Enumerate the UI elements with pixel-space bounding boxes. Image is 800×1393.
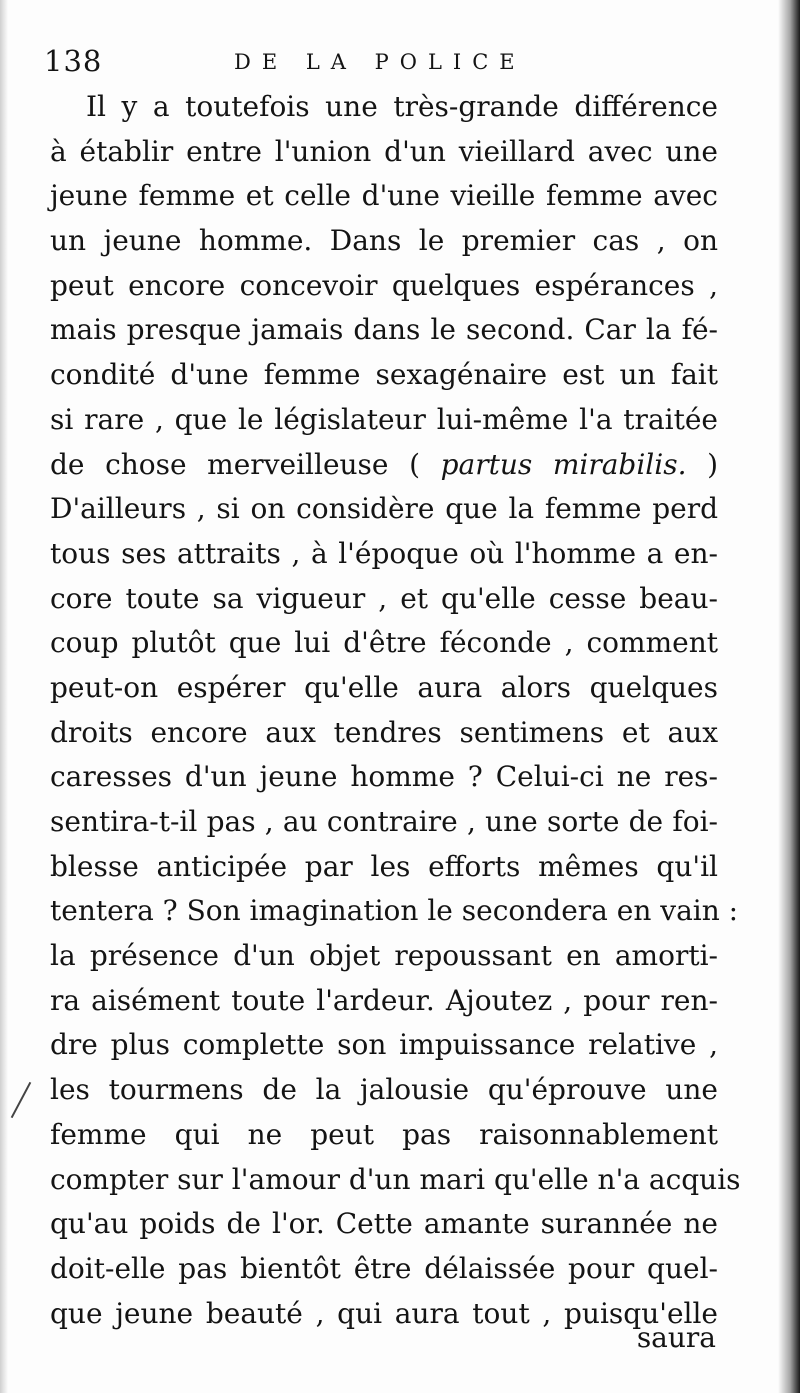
text-line [50,1247,718,1292]
text-line [50,577,718,622]
text-segment: compter sur l'amour d'un mari qu'elle n'a acquis [50,1162,741,1196]
text-line [50,532,718,577]
text-segment: un jeune homme. Dans le premier cas , on [50,224,718,258]
text-segment: si rare , que le législateur lui-même l'a traitée [50,402,718,436]
text-segment: tous ses attraits , à l'époque où l'homme a en- [50,536,718,570]
text-segment: coup plutôt que lui d'être féconde , comment [50,626,718,660]
text-line [50,1292,718,1337]
text-line [50,487,718,532]
text-line [50,353,718,398]
page-number: 138 [44,44,103,78]
text-line [50,666,718,711]
text-line [50,1023,718,1068]
text-segment: condité d'une femme sexagénaire est un fait [50,358,718,392]
text-segment: caresses d'un jeune homme ? Celui-ci ne res- [50,760,718,794]
text-segment: peut encore concevoir quelques espérances , [50,268,718,302]
text-line [50,1068,718,1113]
catchword: saura [636,1321,716,1354]
text-segment: droits encore aux tendres sentimens et aux [50,715,718,749]
text-line [50,711,718,756]
stray-pen-mark [11,1082,32,1118]
text-segment: tentera ? Son imagination le secondera en vain : [50,894,739,928]
text-segment: la présence d'un objet repoussant en amorti- [50,939,718,973]
text-line [50,755,718,800]
text-line [50,264,718,309]
text-line [50,979,718,1024]
text-line [50,1202,718,1247]
text-line [50,443,718,488]
running-header [44,44,744,84]
text-segment: jeune femme et celle d'une vieille femme avec [50,179,718,213]
text-segment: D'ailleurs , si on considère que la femme perd [50,492,718,526]
text-segment: dre plus complette son impuissance relative , [50,1028,718,1062]
text-line [50,621,718,666]
body-text [50,85,741,1336]
italic-phrase: partus mirabilis. [440,447,687,481]
text-line [50,934,718,979]
text-line [50,219,718,264]
text-segment: ) [686,447,718,481]
text-segment: à établir entre l'union d'un vieillard avec une [50,134,718,168]
text-segment: mais presque jamais dans le second. Car la fé- [50,313,718,347]
text-line [50,174,718,219]
scan-edge-right [778,0,800,1393]
text-line [50,845,718,890]
text-segment: sentira-t-il pas , au contraire , une sorte de foi- [50,805,718,838]
running-title: DE LA POLICE [234,50,526,74]
text-segment: blesse anticipée par les efforts mêmes qu'il [50,849,718,883]
text-segment: les tourmens de la jalousie qu'éprouve une [50,1073,718,1107]
scan-edge-left [0,0,8,1393]
text-segment: core toute sa vigueur , et qu'elle cesse beau- [50,581,718,615]
text-line [50,1113,718,1158]
text-segment: qu'au poids de l'or. Cette amante surannée ne [50,1207,718,1241]
text-line [50,85,718,130]
text-segment: ra aisément toute l'ardeur. Ajoutez , pour ren- [50,983,718,1017]
text-line [50,308,718,353]
text-line [50,130,718,175]
text-segment: Il y a toutefois une très-grande différence [86,90,718,123]
text-segment: peut-on espérer qu'elle aura alors quelques [50,670,718,704]
text-line [50,398,718,443]
text-line [50,1158,741,1203]
text-segment: de chose merveilleuse ( [50,447,441,481]
text-segment: doit-elle pas bientôt être délaissée pour quel- [50,1251,718,1285]
text-line [50,889,739,934]
text-line [50,800,718,845]
text-segment: que jeune beauté , qui aura tout , puisqu'elle [50,1296,718,1330]
text-segment: femme qui ne peut pas raisonnablement [50,1117,718,1151]
